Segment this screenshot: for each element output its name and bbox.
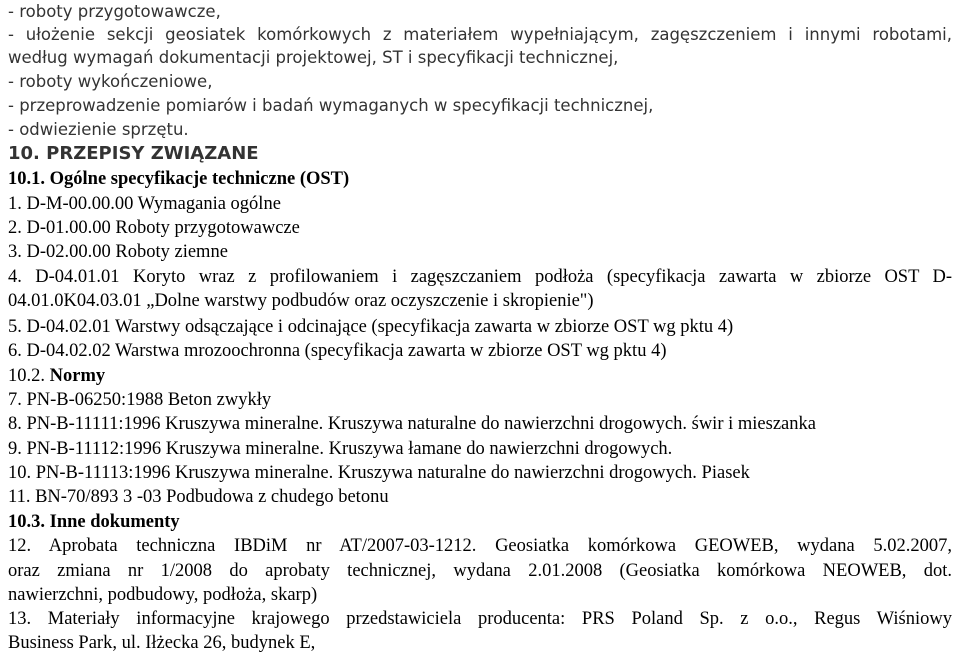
text-line: - ułożenie sekcji geosiatek komórkowych z materiałem wypełniającym, zagęszczeniem i innymi robotami, [8, 25, 952, 44]
text-line: - odwiezienie sprzętu. [8, 120, 189, 139]
text-line: - roboty przygotowawcze, [8, 2, 221, 21]
subsection-heading: 10.1. Ogólne specyfikacje techniczne (OST) [8, 169, 350, 189]
subsection-heading [8, 364, 105, 388]
subsection-heading: 10.3. Inne dokumenty [8, 512, 180, 532]
list-item: 7. PN-B-06250:1988 Beton zwykły [8, 390, 272, 410]
text-line: według wymagań dokumentacji projektowej, ST i specyfikacji technicznej, [8, 48, 619, 67]
list-item: 2. D-01.00.00 Roboty przygotowawcze [8, 218, 300, 238]
list-item: 8. PN-B-11111:1996 Kruszywa mineralne. Kruszywa naturalne do nawierzchni drogowych. świr i mieszanka [8, 414, 816, 434]
section-heading: 10. PRZEPISY ZWIĄZANE [8, 143, 259, 164]
list-item-continuation: 04.01.0K04.03.01 „Dolne warstwy podbudów oraz oczyszczenie i skropienie") [8, 291, 594, 311]
list-item: 3. D-02.00.00 Roboty ziemne [8, 242, 228, 262]
subsection-number: 10.2. [8, 366, 45, 386]
list-item: 13. Materiały informacyjne krajowego przedstawiciela producenta: PRS Poland Sp. z o.o., Regus Wiśniowy [8, 609, 952, 629]
list-item-continuation: Business Park, ul. Iłżecka 26, budynek E, [8, 633, 316, 653]
list-item: 5. D-04.02.01 Warstwy odsączające i odcinające (specyfikacja zawarta w zbiorze OST wg pktu 4) [8, 317, 734, 337]
list-item: 9. PN-B-11112:1996 Kruszywa mineralne. Kruszywa łamane do nawierzchni drogowych. [8, 439, 673, 459]
list-item: 4. D-04.01.01 Koryto wraz z profilowaniem i zagęszczaniem podłoża (specyfikacja zawarta w zbiorze OST D- [8, 267, 952, 287]
list-item: 6. D-04.02.02 Warstwa mrozoochronna (specyfikacja zawarta w zbiorze OST wg pktu 4) [8, 341, 667, 361]
list-item: 11. BN-70/893 3 -03 Podbudowa z chudego betonu [8, 487, 389, 507]
text-line: - roboty wykończeniowe, [8, 72, 213, 91]
list-item: 10. PN-B-11113:1996 Kruszywa mineralne. Kruszywa naturalne do nawierzchni drogowych. Piasek [8, 463, 750, 483]
subsection-title: Normy [49, 366, 106, 386]
list-item-continuation: oraz zmiana nr 1/2008 do aprobaty technicznej, wydana 2.01.2008 (Geosiatka komórkowa NEOWEB, dot. [8, 561, 952, 581]
list-item-continuation: nawierzchni, podbudowy, podłoża, skarp) [8, 585, 318, 605]
list-item: 1. D-M-00.00.00 Wymagania ogólne [8, 194, 281, 214]
list-item: 12. Aprobata techniczna IBDiM nr AT/2007-03-1212. Geosiatka komórkowa GEOWEB, wydana 5.02.2007, [8, 536, 952, 556]
text-line: - przeprowadzenie pomiarów i badań wymaganych w specyfikacji technicznej, [8, 96, 654, 115]
